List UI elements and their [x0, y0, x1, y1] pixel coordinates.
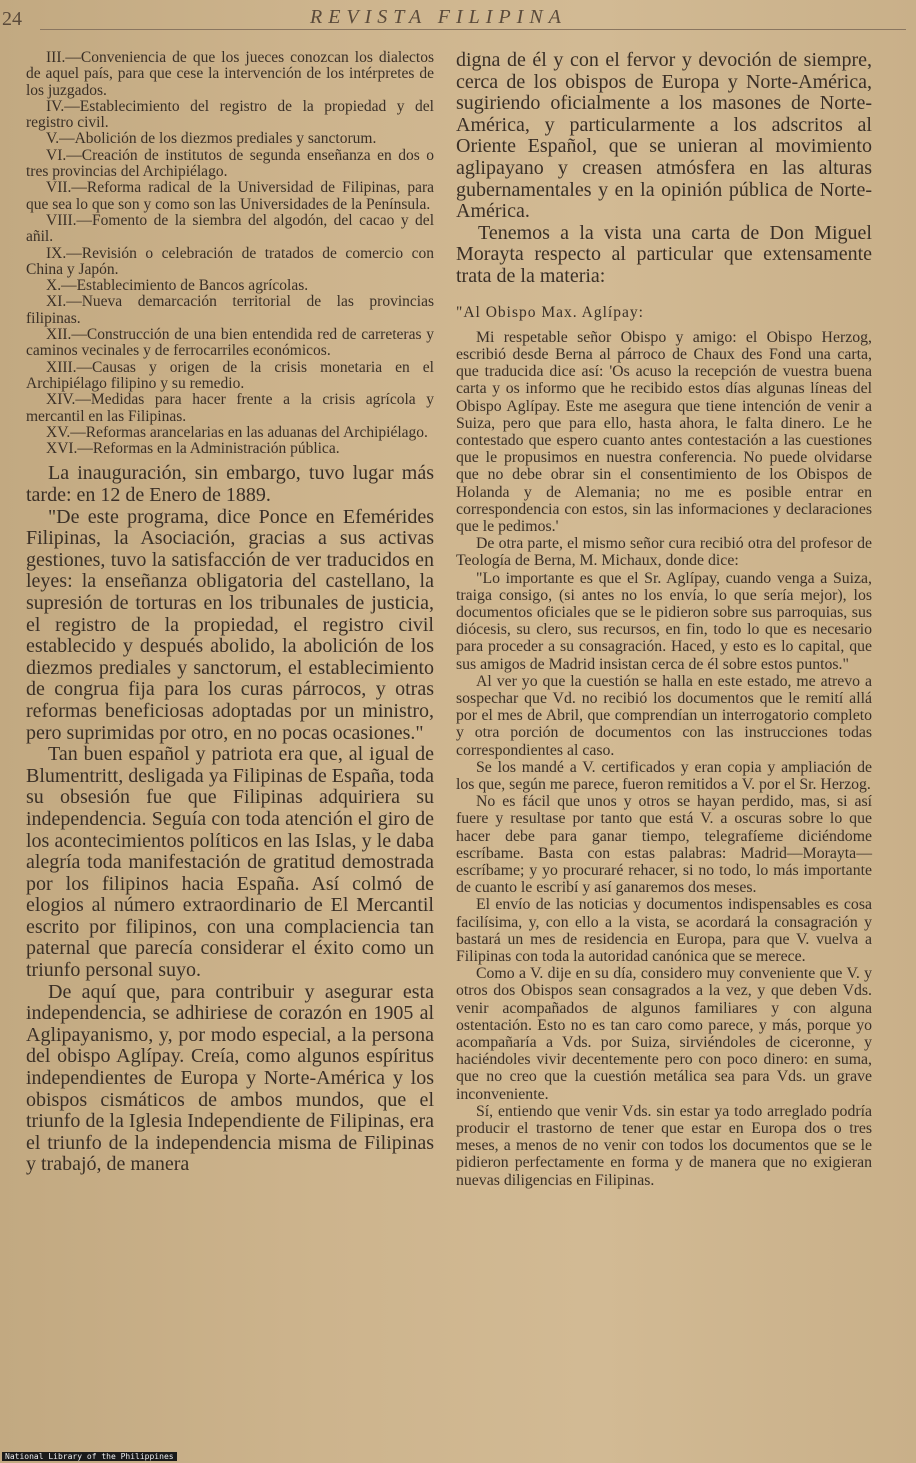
- reform-item: XII.—Construcción de una bien entendida red de carreteras y caminos vecinales y de ferrocarriles económicos.: [26, 326, 434, 360]
- reform-item: VI.—Creación de institutos de segunda enseñanza en dos o tres provincias del Archipiélago.: [26, 146, 434, 181]
- body-paragraph: digna de él y con el fervor y devoción de siempre, cerca de los obispos de Europa y Norte-América, sugiriendo oficialmente a los masones de Norte-América, y particularmente a los adscritos al Oriente Español, que se unieran al movimiento aglipayano y creasen atmósfera en las alturas gubernamentales y en la opinión pública de Norte-América.: [456, 49, 872, 223]
- letter-paragraph: No es fácil que unos y otros se hayan perdido, mas, si así fuere y resultase por tanto que está V. a oscuras sobre lo que hacer debe para ganar tiempo, telegrafíeme diciéndome escríbame. Basta con estas palabras: Madrid—Morayta—escríbame; y yo procuraré rehacer, si no todo, lo más importante de cuanto le escribí y así ganaremos dos meses.: [456, 793, 872, 897]
- letter-paragraph: De otra parte, el mismo señor cura recibió otra del profesor de Teología de Berna, M. Michaux, donde dice:: [456, 535, 872, 570]
- letter-paragraph: Como a V. dije en su día, considero muy conveniente que V. y otros dos Obispos sean consagrados a la vez, y que deben Vds. venir acompañados de algunos familiares y con alguna ostentación. Esto no es tan caro como parece, y más, porque yo acompañaría a Vds. por Suiza, sirviéndoles de ciceronne, y haciéndoles vivir decentemente pero con poco dinero: en suma, que no creo que la cuestión metálica sea para Vds. un grave inconveniente.: [456, 965, 872, 1103]
- letter-paragraph: Mi respetable señor Obispo y amigo: el Obispo Herzog, escribió desde Berna al párroco de Chaux des Fond una carta, que traducida dice así: 'Os acuso la recepción de vuestra buena carta y os informo que he recibido estos días algunas líneas del Obispo Aglípay. Este me asegura que tiene intención de venir a Suiza, pero que para ello, hasta ahora, le falta dinero. Le he contestado que espero cuanto antes contestación a las cuestiones que le propusimos en nuestra conferencia. No puede olvidarse que no debe obrar sin el consentimiento de los Obispos de Holanda y de Alemania; no me es posible entrar en correspondencia con estos, sin las informaciones y declaraciones que le pedimos.': [456, 328, 872, 535]
- right-column: [456, 50, 872, 1189]
- reform-item: IX.—Revisión o celebración de tratados de comercio con China y Japón.: [26, 244, 434, 278]
- left-column: [26, 50, 434, 1176]
- reform-item: X.—Establecimiento de Bancos agrícolas.: [46, 277, 309, 295]
- archive-credit: National Library of the Philippines: [2, 1452, 177, 1461]
- letter-paragraph: Sí, entiendo que venir Vds. sin estar ya todo arreglado podría producir el trastorno de tener que estar en Europa dos o tres meses, a menos de no venir con todos los documentos que se le pidieron perfectamente en forma y de manera que no exigieran nuevas diligencias en Filipinas.: [456, 1102, 872, 1189]
- reform-item: VIII.—Fomento de la siembra del algodón, del cacao y del añil.: [26, 211, 434, 246]
- reform-list: [26, 50, 434, 457]
- page-number: 24: [2, 8, 22, 30]
- letter: [456, 304, 872, 1189]
- body-paragraph: Tenemos a la vista una carta de Don Miguel Morayta respecto al particular que extensamente trata de la materia:: [456, 221, 872, 287]
- letter-salutation: "Al Obispo Max. Aglípay:: [456, 303, 644, 321]
- left-body: [26, 463, 434, 1176]
- letter-paragraph: "Lo importante es que el Sr. Aglípay, cuando venga a Suiza, traiga consigo, (si antes no los envía, lo que sería mejor), los documentos oficiales que se le pidieron sobre sus parroquias, sus diócesis, su clero, sus recursos, en fin, todo lo que es necesario para proceder a su consagración. Haced, y esto es lo capital, que sus amigos de Madrid insistan cerca de él sobre estos puntos.": [456, 569, 872, 673]
- journal-title: REVISTA FILIPINA: [310, 6, 567, 28]
- page-header: [0, 4, 916, 30]
- reform-item: XVI.—Reformas en la Administración pública.: [46, 440, 340, 458]
- letter-paragraph: Al ver yo que la cuestión se halla en este estado, me atrevo a sospechar que Vd. no recibió los documentos que le remití allá por el mes de Abril, que comprendían un interrogatorio completo y otra porción de documentos con las instrucciones todas correspondientes al caso.: [456, 672, 872, 759]
- reform-item: IV.—Establecimiento del registro de la propiedad y del registro civil.: [26, 97, 434, 132]
- letter-paragraph: Se los mandé a V. certificados y eran copia y ampliación de los que, según me parece, fueron remitidos a V. por el Sr. Herzog.: [456, 758, 872, 794]
- letter-paragraph: El envío de las noticias y documentos indispensables es cosa facilísima, y, con ello a la vista, se acordará la consagración y bastará un mes de residencia en Europa, para que V. vuelva a Filipinas con toda la autoridad canónica que se merece.: [456, 896, 872, 966]
- header-rule: [40, 29, 906, 30]
- body-paragraph: Tan buen español y patriota era que, al igual de Blumentritt, desligada ya Filipinas de España, toda su obsesión fue que Filipinas adquiriera su independencia. Seguía con toda atención el giro de los acontecimientos políticos en las Islas, y le daba alegría toda manifestación de gratitud demostrada por los filipinos hacia España. Así colmó de elogios al número extraordinario de El Mercantil escrito por filipinos, con una complaciencia tan paternal que parecía considerar el éxito como un triunfo personal suyo.: [26, 743, 434, 982]
- reform-item: XIV.—Medidas para hacer frente a la crisis agrícola y mercantil en las Filipinas.: [26, 391, 434, 425]
- right-intro: [456, 50, 872, 288]
- reform-item: XIII.—Causas y origen de la crisis monetaria en el Archipiélago filipino y su remedio.: [26, 358, 434, 392]
- reform-item: VII.—Reforma radical de la Universidad de Filipinas, para que sea lo que son y como son las Universidades de la Península.: [26, 179, 434, 213]
- reform-item: XI.—Nueva demarcación territorial de las provincias filipinas.: [26, 293, 434, 327]
- body-paragraph: La inauguración, sin embargo, tuvo lugar más tarde: en 12 de Enero de 1889.: [26, 462, 434, 507]
- body-paragraph: "De este programa, dice Ponce en Efemérides Filipinas, la Asociación, gracias a sus activas gestiones, tuvo la satisfacción de ver traducidos en leyes: la enseñanza obligatoria del castellano, la supresión de torturas en los tribunales de justicia, el registro de la propiedad, el registro civil establecido y después abolido, la abolición de los diezmos prediales y sanctorum, el establecimiento de congrua fija para los curas párrocos, y otras reformas beneficiosas adoptadas por un ministro, pero suprimidas por otro, en no pocas ocasiones.": [26, 505, 434, 744]
- reform-item: XV.—Reformas arancelarias en las aduanas del Archipiélago.: [46, 423, 428, 441]
- reform-item: V.—Abolición de los diezmos prediales y sanctorum.: [46, 130, 377, 148]
- reform-item: III.—Conveniencia de que los jueces conozcan los dialectos de aquel país, para que cese la intervención de los intérpretes de los juzgados.: [26, 49, 434, 99]
- body-paragraph: De aquí que, para contribuir y asegurar esta independencia, se adhiriese de corazón en 1905 al Aglipayanismo, y, por modo especial, a la persona del obispo Aglípay. Creía, como algunos espíritus independientes de Europa y Norte-América y los obispos cismáticos de ambos mundos, que el triunfo de la Iglesia Independiente de Filipinas, era el triunfo de la independencia misma de Filipinas y trabajó, de manera: [26, 980, 434, 1176]
